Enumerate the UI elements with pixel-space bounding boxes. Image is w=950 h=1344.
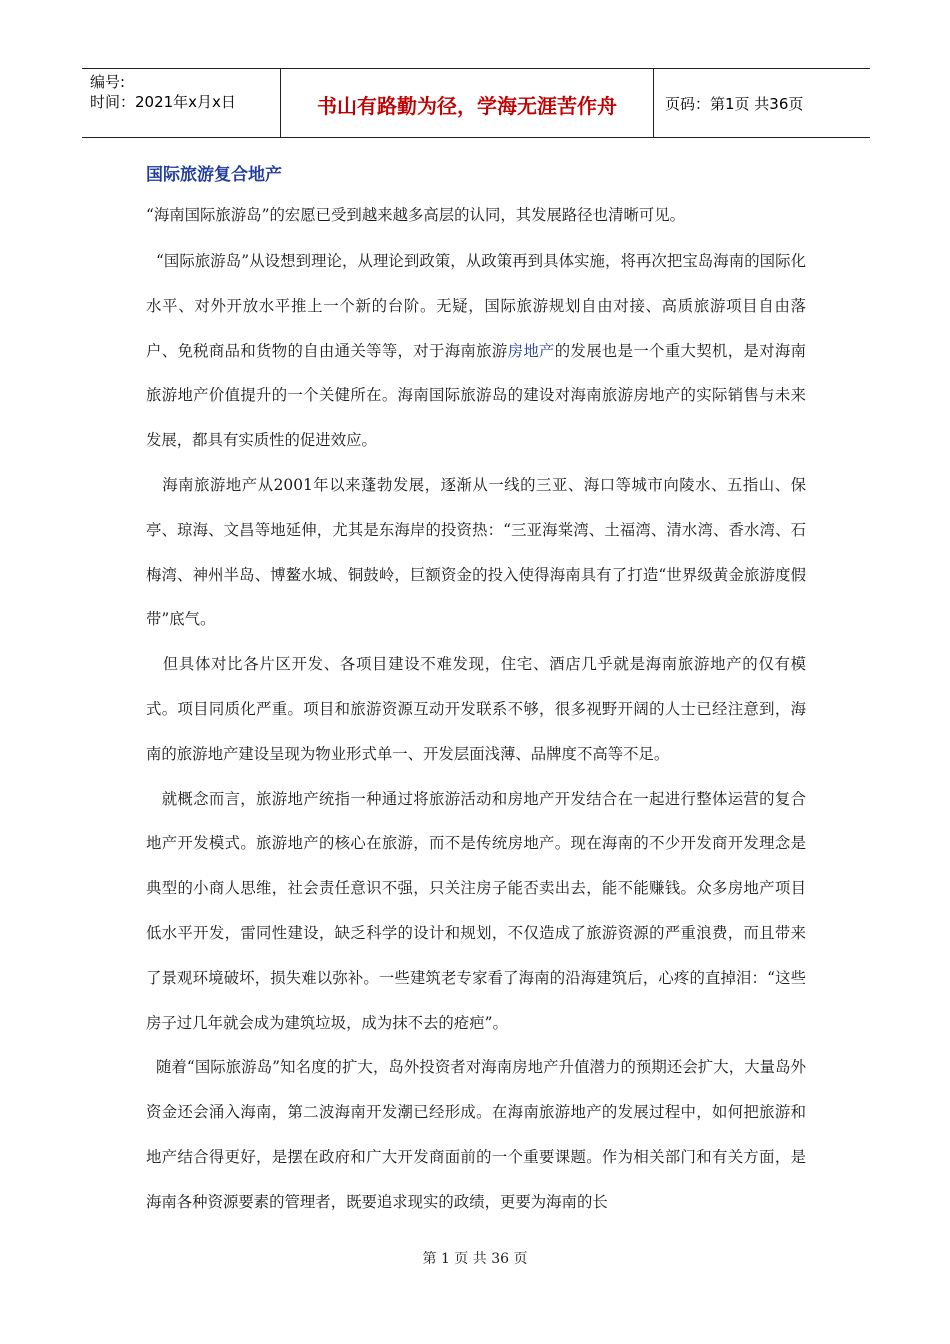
- paragraph-2-part-a: “国际旅游岛”从设想到理论，从理论到政策，从政策再到具体实施，将再次把宝岛海南的国际化水平、对外开放水平推上一个新的台阶。无疑，国际旅游规划自由对接、高质旅游项目自由落户、免税商品和货物的自由通关等等，对于海南旅游: [146, 252, 806, 360]
- paragraph-2-part-b: 的发展也是一个重大契机，是对海南旅游地产价值提升的一个关健所在。海南国际旅游岛的建设对海南旅游房地产的实际销售与未来发展，都具有实质性的促进效应。: [146, 341, 806, 450]
- header-motto: 书山有路勤为径，学海无涯苦作舟: [281, 69, 654, 137]
- page-header: [82, 68, 870, 138]
- article-body: [146, 205, 806, 1225]
- paragraph-3-text: 海南旅游地产从2001年以来蓬勃发展，逐渐从一线的三亚、海口等城市向陵水、五指山、保亭、琼海、文昌等地延伸，尤其是东海岸的投资热：“三亚海棠湾、土福湾、清水湾、香水湾、石梅湾、神州半岛、博鳌水城、铜鼓岭，巨额资金的投入使得海南具有了打造“世界级黄金旅游度假带”底气。: [146, 475, 807, 629]
- paragraph-4: [146, 642, 806, 776]
- article-title: 国际旅游复合地产: [146, 165, 282, 185]
- paragraph-5-text: 就概念而言，旅游地产统指一种通过将旅游活动和房地产开发结合在一起进行整体运营的复合地产开发模式。旅游地产的核心在旅游，而不是传统房地产。现在海南的不少开发商开发理念是典型的小商人思维，社会责任意识不强，只关注房子能否卖出去，能不能赚钱。众多房地产项目低水平开发，雷同性建设，缺乏科学的设计和规划，不仅造成了旅游资源的严重浪费，而且带来了景观环境破坏，损失难以弥补。一些建筑老专家看了海南的沿海建筑后，心疼的直掉泪：“这些房子过几年就会成为建筑垃圾，成为抹不去的疮疤”。: [146, 789, 806, 1032]
- time-label: 时间：2021年x月x日: [90, 93, 236, 111]
- header-page-info: 页码：第1页 共36页: [665, 94, 804, 113]
- paragraph-5: [146, 777, 806, 1046]
- paragraph-6: [146, 1045, 806, 1224]
- paragraph-3: [146, 463, 806, 642]
- page-footer: 第 1 页 共 36 页: [422, 1251, 528, 1267]
- paragraph-4-text: 但具体对比各片区开发、各项目建设不难发现，住宅、酒店几乎就是海南旅游地产的仅有模式。项目同质化严重。项目和旅游资源互动开发联系不够，很多视野开阔的人士已经注意到，海南的旅游地产建设呈现为物业形式单一、开发层面浅薄、品牌度不高等不足。: [146, 655, 806, 763]
- paragraph-2: [146, 239, 806, 463]
- paragraph-6-text: 随着“国际旅游岛”知名度的扩大，岛外投资者对海南房地产升值潜力的预期还会扩大，大量岛外资金还会涌入海南，第二波海南开发潮已经形成。在海南旅游地产的发展过程中，如何把旅游和地产结合得更好，是摆在政府和广大开发商面前的一个重要课题。作为相关部门和有关方面，是海南各种资源要素的管理者，既要追求现实的政绩，更要为海南的长: [146, 1058, 806, 1211]
- number-label: 编号:: [90, 73, 126, 91]
- paragraph-1: “海南国际旅游岛”的宏愿已受到越来越多高层的认同，其发展路径也清晰可见。: [146, 206, 686, 224]
- header-info-cell: [82, 69, 281, 137]
- real-estate-link[interactable]: 房地产: [507, 341, 555, 360]
